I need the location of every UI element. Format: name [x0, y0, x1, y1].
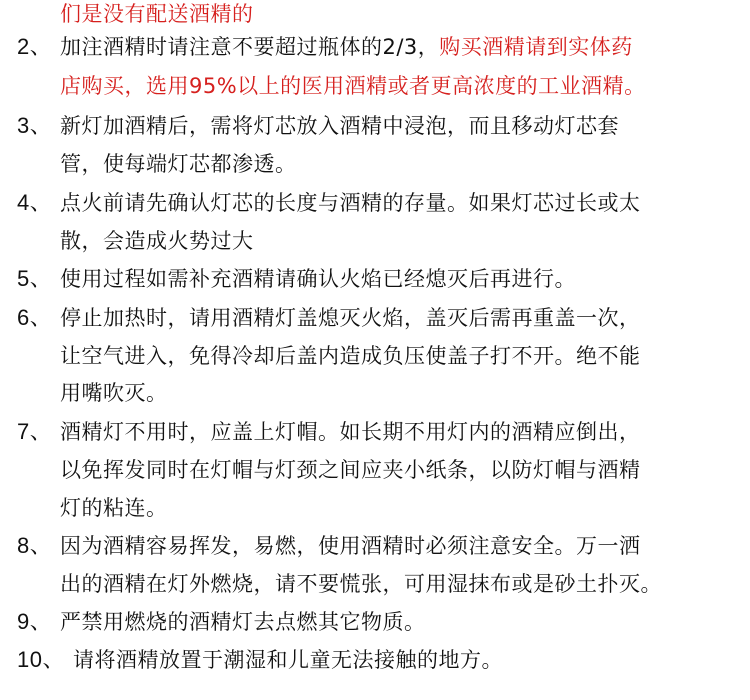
- item-text: 严禁用燃烧的酒精灯去点燃其它物质。: [60, 610, 426, 634]
- item-number: 7、: [17, 419, 53, 444]
- item-text: 停止加热时，请用酒精灯盖熄灭火焰，盖灭后需再重盖一次，: [60, 306, 641, 330]
- item-text: 请将酒精放置于潮湿和儿童无法接触的地方。: [73, 648, 503, 672]
- item-text: 管，使每端灯芯都渗透。: [60, 152, 297, 176]
- item-text: 灯的粘连。: [60, 496, 168, 520]
- item-text-highlight: 店购买，选用95%以上的医用酒精或者更高浓度的工业酒精。: [60, 74, 646, 98]
- item-text: 点火前请先确认灯芯的长度与酒精的存量。如果灯芯过长或太: [60, 191, 641, 215]
- item-text: 出的酒精在灯外燃烧，请不要慌张，可用湿抹布或是砂土扑灭。: [60, 572, 662, 596]
- item-text: 让空气进入，免得冷却后盖内造成负压使盖子打不开。绝不能: [60, 344, 641, 368]
- item-number: 8、: [17, 533, 53, 558]
- item-number: 2、: [17, 34, 53, 59]
- item-number: 9、: [17, 609, 53, 634]
- item-text-plain: 加注酒精时请注意不要超过瓶体的2/3，: [60, 35, 440, 59]
- item-text: [60, 28, 633, 66]
- item-number: 6、: [17, 305, 53, 330]
- item-number: 5、: [17, 266, 53, 291]
- item-text: 因为酒精容易挥发，易燃，使用酒精时必须注意安全。万一洒: [60, 534, 641, 558]
- item-text: 酒精灯不用时，应盖上灯帽。如长期不用灯内的酒精应倒出，: [60, 420, 641, 444]
- item-text: 以免挥发同时在灯帽与灯颈之间应夹小纸条，以防灯帽与酒精: [60, 458, 641, 482]
- item-number: 3、: [17, 113, 53, 138]
- item-text-highlight: 购买酒精请到实体药: [439, 35, 633, 59]
- item-1-continuation-text: 们是没有配送酒精的: [60, 2, 254, 26]
- item-text: 使用过程如需补充酒精请确认火焰已经熄灭后再进行。: [60, 267, 576, 291]
- item-text: 用嘴吹灭。: [60, 381, 168, 405]
- item-number: 4、: [17, 190, 53, 215]
- item-text: 新灯加酒精后，需将灯芯放入酒精中浸泡，而且移动灯芯套: [60, 114, 619, 138]
- item-number: 10、: [17, 647, 65, 672]
- item-text: 散，会造成火势过大: [60, 229, 254, 253]
